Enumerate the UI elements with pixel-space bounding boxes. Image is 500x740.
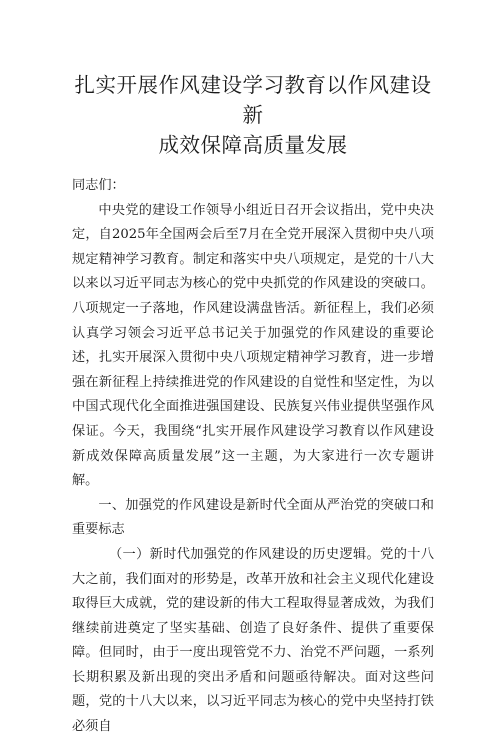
subheading-1: （一）新时代加强党的作风建设的历史逻辑。	[108, 546, 381, 562]
paragraph-intro: 中央党的建设工作领导小组近日召开会议指出，党中央决定，自2025年全国两会后至7月在全党开展深入贯彻中央八项规定精神学习教育。制定和落实中央八项规定，是党的十八大以来以习近平同志为核心的党中央抓党的作风建设的突破口。八项规定一子落地，作风建设满盘皆活。新征程上，我们必须认真学习领会习近平总书记关于加强党的作风建设的重要论述，扎实开展深入贯彻中央八项规定精神学习教育，进一步增强在新征程上持续推进党的作风建设的自觉性和坚定性，为以中国式现代化全面推进强国建设、民族复兴伟业提供坚强作风保证。今天，我围绕“扎实开展作风建设学习教育以作风建设新成效保障高质量发展”这一主题，为大家进行一次专题讲解。	[72, 202, 434, 489]
document-body	[72, 174, 434, 740]
salutation: 同志们：	[72, 178, 125, 193]
paragraph-historical-logic	[72, 543, 434, 740]
paragraph-historical-logic-text: 党的十八大之前，我们面对的形势是，改革开放和社会主义现代化建设取得巨大成就，党的建设新的伟大工程取得显著成效，为我们继续前进奠定了坚实基础、创造了良好条件、提供了重要保障。但同时，由于一度出现管党不力、治党不严问题，一系列长期积累及新出现的突出矛盾和问题亟待解决。面对这些问题，党的十八大以来，以习近平同志为核心的党中央坚持打铁必须自	[72, 546, 435, 735]
section-heading-1: 一、加强党的作风建设是新时代全面从严治党的突破口和重要标志	[72, 497, 434, 538]
title-line-2: 成效保障高质量发展	[158, 133, 348, 157]
document-title	[72, 70, 434, 160]
title-line-1: 扎实开展作风建设学习教育以作风建设新	[74, 73, 432, 127]
